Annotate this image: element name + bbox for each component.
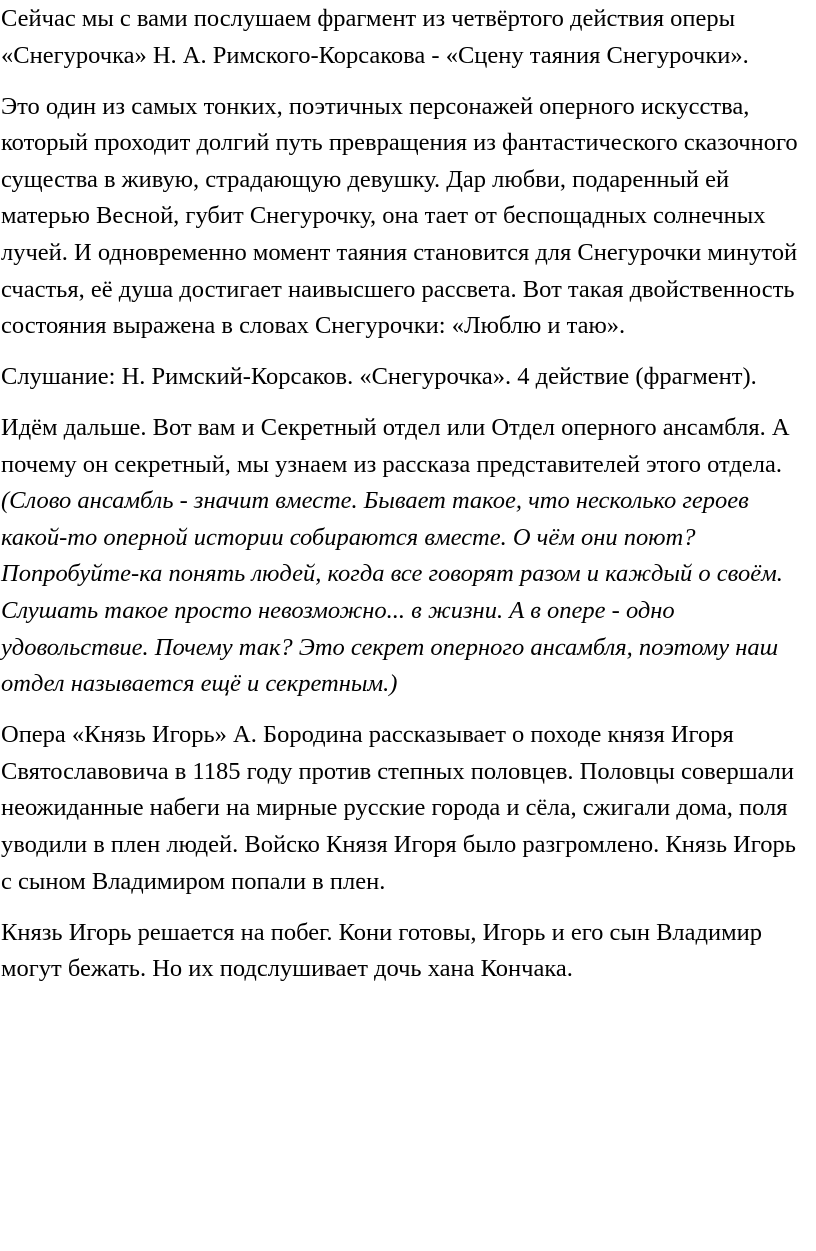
- paragraph-prince-igor: [1, 717, 810, 900]
- paragraph-snegurochka-character: [1, 89, 810, 345]
- paragraph-text: Идём дальше. Вот вам и Секретный отдел или Отдел оперного ансамбля. А почему он секретный, мы узнаем из рассказа представителей этого отдела.: [1, 414, 790, 478]
- paragraph-secret-department: [1, 410, 810, 703]
- paragraph-escape: [1, 915, 810, 988]
- paragraph-text: Опера «Князь Игорь» А. Бородина рассказывает о походе князя Игоря Святославовича в 1185 году против степных половцев. Половцы совершали неожиданные набеги на мирные русские города и сёла, сжигали дома, поля уводили в плен людей. Войско Князя Игоря было разгромлено. Князь Игорь с сыном Владимиром попали в плен.: [1, 721, 796, 895]
- paragraph-italic-note: (Слово ансамбль - значит вместе. Бывает такое, что несколько героев какой-то оперной истории собираются вместе. О чём они поют? Попробуйте-ка понять людей, когда все говорят разом и каждый о своём. Слушать такое просто невозможно... в жизни. А в опере - одно удовольствие. Почему так? Это секрет оперного ансамбля, поэтому наш отдел называется ещё и секретным.): [1, 487, 783, 698]
- paragraph-text: Сейчас мы с вами послушаем фрагмент из четвёртого действия оперы «Снегурочка» Н. А. Римского-Корсакова - «Сцену таяния Снегурочки».: [1, 5, 749, 69]
- paragraph-listening: [1, 359, 810, 396]
- paragraph-text: Слушание: Н. Римский-Корсаков. «Снегурочка». 4 действие (фрагмент).: [1, 363, 757, 391]
- paragraph-snegurochka-intro: [1, 1, 810, 74]
- paragraph-text: Это один из самых тонких, поэтичных персонажей оперного искусства, который проходит долгий путь превращения из фантастического сказочного существа в живую, страдающую девушку. Дар любви, подаренный ей матерью Весной, губит Снегурочку, она тает от беспощадных солнечных лучей. И одновременно момент таяния становится для Снегурочки минутой счастья, её душа достигает наивысшего рассвета. Вот такая двойственность состояния выражена в словах Снегурочки: «Люблю и таю».: [1, 92, 798, 340]
- paragraph-text: Князь Игорь решается на побег. Кони готовы, Игорь и его сын Владимир могут бежать. Но их подслушивает дочь хана Кончака.: [1, 918, 762, 983]
